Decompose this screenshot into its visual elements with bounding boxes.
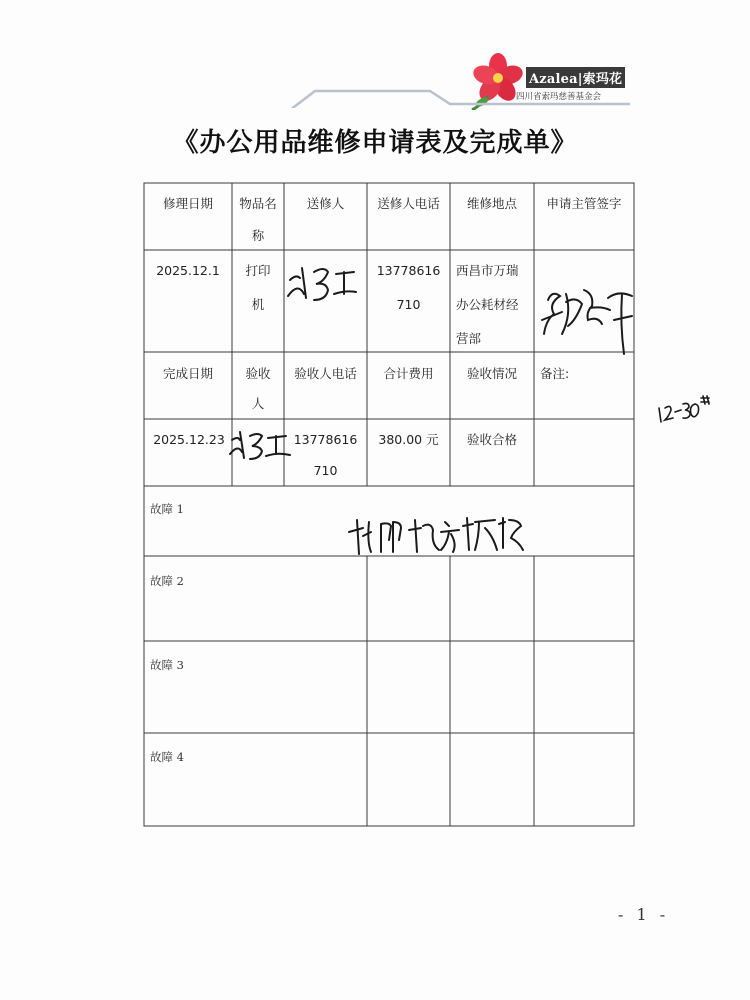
header-acceptor-phone: 验收人电话 <box>294 366 357 381</box>
header-remarks: 备注: <box>540 366 570 381</box>
margin-handwritten-note <box>655 392 715 424</box>
fault-1-label: 故障 1 <box>150 502 184 516</box>
fault-2-label: 故障 2 <box>150 574 184 588</box>
fault-1-handwritten-note <box>345 512 530 562</box>
header-acceptor-line2: 人 <box>251 396 265 411</box>
fault-4-label: 故障 4 <box>150 750 184 764</box>
location-line3: 营部 <box>456 331 482 346</box>
page-number: - 1 - <box>618 905 670 924</box>
sender-phone-line1: 13778616 <box>376 263 441 278</box>
sender-handwritten-signature <box>284 258 364 308</box>
logo-org-name: 四川省索玛慈善基金会 <box>516 92 602 102</box>
header-repair-date: 修理日期 <box>162 196 213 211</box>
header-repair-location: 维修地点 <box>466 196 517 211</box>
form-title: 《办公用品维修申请表及完成单》 <box>172 128 578 158</box>
sender-phone-line2: 710 <box>396 297 421 312</box>
header-completion-date: 完成日期 <box>162 366 213 381</box>
header-manager-signature: 申请主管签字 <box>546 196 622 211</box>
logo-brand-text: Azalea|索玛花 <box>526 67 625 88</box>
header-acceptor-line1: 验收 <box>245 366 271 381</box>
header-item-name: 物品名称 <box>239 196 277 243</box>
item-name-line1: 打印 <box>245 263 271 278</box>
acceptor-phone-line2: 710 <box>313 463 338 478</box>
location-line2: 办公耗材经 <box>456 297 519 312</box>
fault-3-label: 故障 3 <box>150 658 184 672</box>
location-line1: 西昌市万瑞 <box>456 263 519 278</box>
header-total-cost: 合计费用 <box>383 366 434 381</box>
acceptor-handwritten-signature <box>226 428 296 464</box>
acceptance-result-value: 验收合格 <box>466 432 517 447</box>
header-sender-phone: 送修人电话 <box>377 196 440 211</box>
completion-date-value: 2025.12.23 <box>153 432 225 447</box>
acceptor-phone-line1: 13778616 <box>293 432 358 447</box>
repair-date-value: 2025.12.1 <box>156 263 220 278</box>
item-name-line2: 机 <box>251 297 265 312</box>
header-acceptance-status: 验收情况 <box>466 366 517 381</box>
total-cost-value: 380.00 元 <box>378 432 439 447</box>
header-sender: 送修人 <box>306 196 345 211</box>
manager-handwritten-signature <box>538 280 638 360</box>
